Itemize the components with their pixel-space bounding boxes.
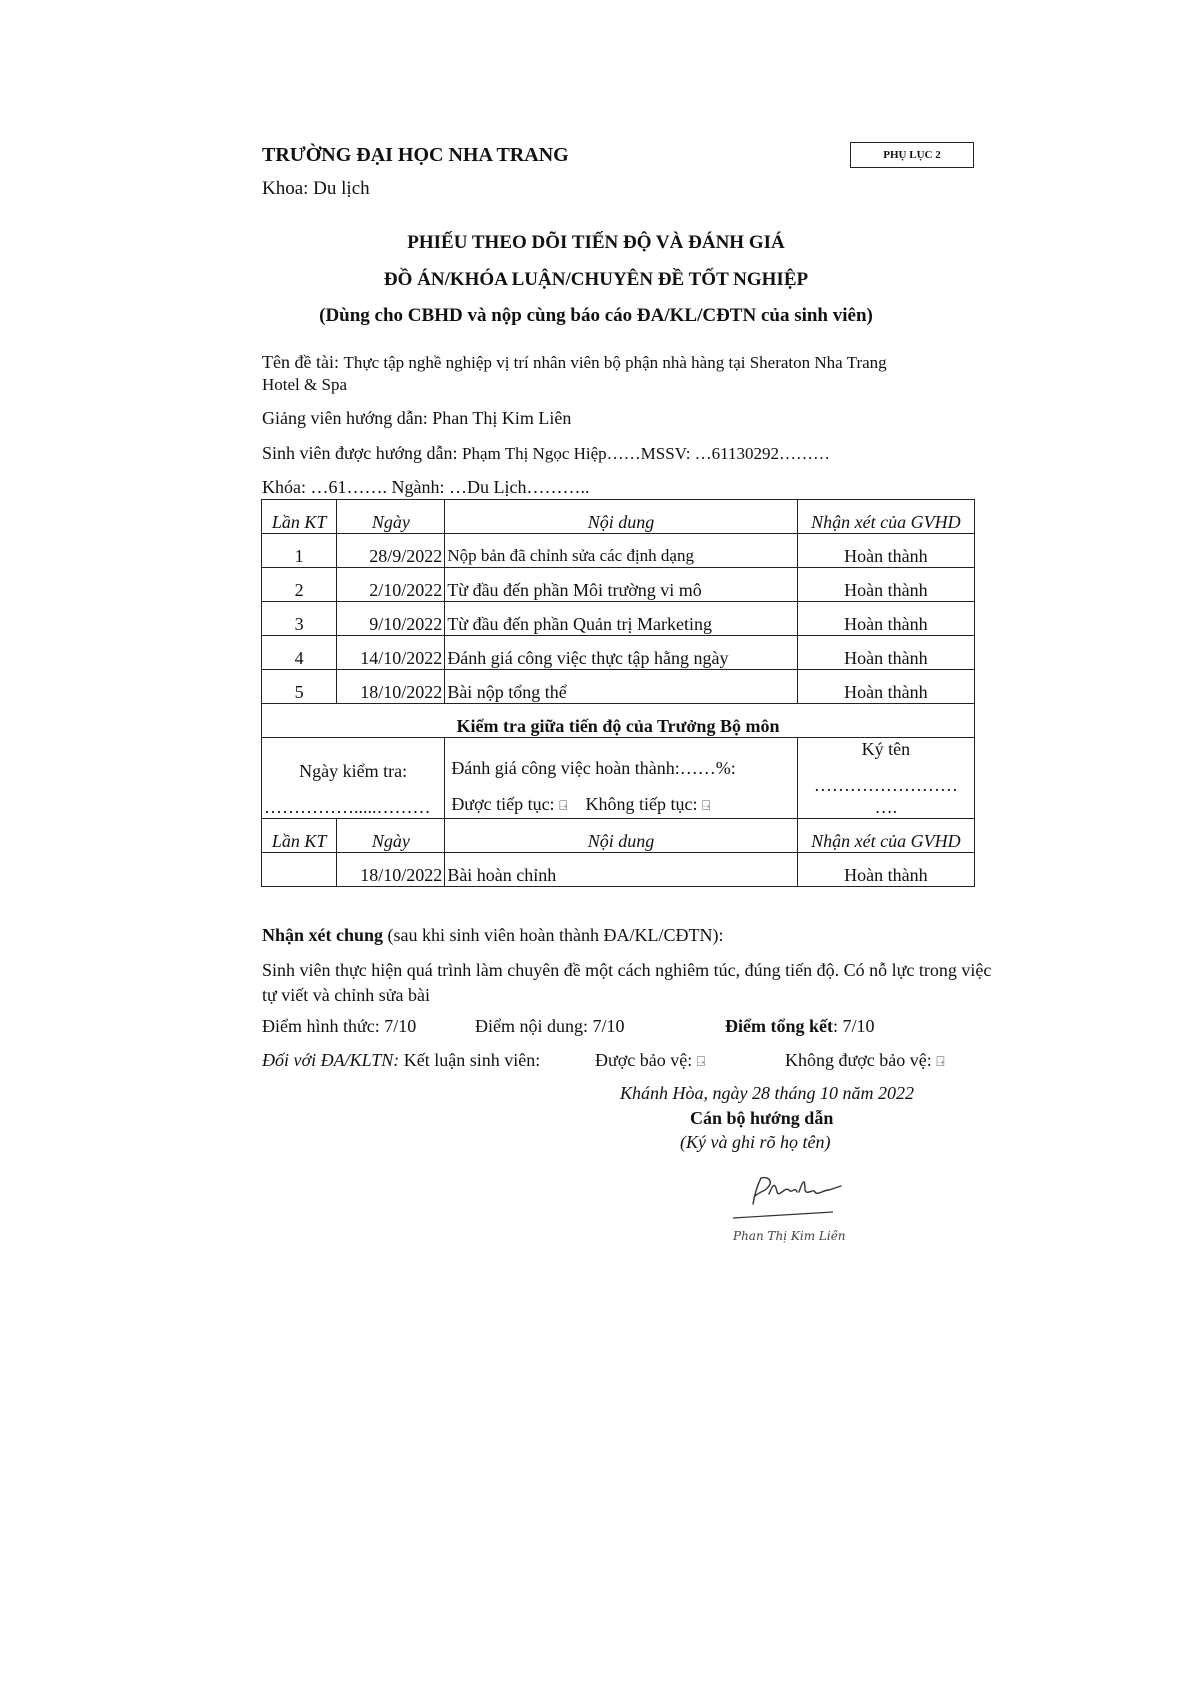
row-comment: Hoàn thành — [797, 602, 974, 636]
general-comment-text: Sinh viên thực hiện quá trình làm chuyên đề một cách nghiêm túc, đúng tiến độ. Có nỗ lực trong việc tự viết và chỉnh sửa bài — [262, 960, 992, 1005]
check-date-dots: …………….....……… — [264, 797, 431, 817]
row-comment: Hoàn thành — [797, 853, 974, 887]
row-content: Bài hoàn chỉnh — [445, 853, 797, 887]
check-date-label: Ngày kiểm tra: — [299, 761, 408, 781]
evaluation-text: Đánh giá công việc hoàn thành:……%: — [451, 758, 736, 778]
form-title-line2: ĐỒ ÁN/KHÓA LUẬN/CHUYÊN ĐỀ TỐT NGHIỆP — [383, 269, 809, 290]
progress-table — [261, 499, 975, 887]
midterm-section-title: Kiểm tra giữa tiến độ của Trưởng Bộ môn — [262, 704, 975, 738]
row-date: 2/10/2022 — [337, 568, 445, 602]
topic-line2: Hotel & Spa — [262, 375, 347, 394]
row-attempt: 3 — [262, 602, 337, 636]
stop-label: Không tiếp tục: — [585, 794, 702, 814]
sign-dots1: …………………… — [813, 775, 958, 795]
table-row — [262, 636, 975, 670]
table-row — [262, 853, 975, 887]
row-attempt: 2 — [262, 568, 337, 602]
header-content: Nội dung — [445, 819, 797, 853]
student-line — [262, 443, 830, 464]
conclusion-text: Kết luận sinh viên: — [399, 1050, 541, 1070]
student-info: Phạm Thị Ngọc Hiệp……MSSV: …61130292……… — [462, 444, 831, 463]
row-content: Từ đầu đến phần Quản trị Marketing — [445, 602, 797, 636]
header-comment: Nhận xét của GVHD — [797, 819, 974, 853]
general-comment-heading — [262, 925, 723, 946]
student-label: Sinh viên được hướng dẫn: — [262, 443, 463, 463]
midterm-section-row — [262, 704, 975, 738]
no-protect-label: Không được bảo vệ: — [785, 1050, 937, 1070]
sign-label: Ký tên — [861, 739, 911, 759]
advisor-signature — [725, 1172, 875, 1252]
general-comment-label: Nhận xét chung — [262, 925, 384, 945]
table-row — [262, 602, 975, 636]
form-title-line3: (Dùng cho CBHD và nộp cùng báo cáo ĐA/KL/CĐTN của sinh viên) — [319, 305, 873, 326]
row-content: Đánh giá công việc thực tập hằng ngày — [445, 636, 797, 670]
continue-label: Được tiếp tục: — [451, 794, 560, 814]
school-name: TRƯỜNG ĐẠI HỌC NHA TRANG — [262, 144, 569, 166]
score-form: Điểm hình thức: 7/10 — [262, 1016, 417, 1036]
row-attempt — [262, 853, 337, 887]
score-total-label: Điểm tổng kết — [725, 1016, 833, 1036]
appendix-label: PHỤ LỤC 2 — [850, 142, 974, 168]
table-row — [262, 568, 975, 602]
row-date: 9/10/2022 — [337, 602, 445, 636]
row-date: 18/10/2022 — [337, 670, 445, 704]
score-content: Điểm nội dung: 7/10 — [475, 1016, 625, 1036]
row-content: Từ đầu đến phần Môi trường vi mô — [445, 568, 797, 602]
header-attempt: Lần KT — [262, 819, 337, 853]
conclusion-label: Đối với ĐA/KLTN: — [262, 1050, 400, 1070]
header-attempt: Lần KT — [262, 500, 337, 534]
sign-cell — [797, 738, 974, 819]
row-date: 14/10/2022 — [337, 636, 445, 670]
row-comment: Hoàn thành — [797, 568, 974, 602]
score-total-value: : 7/10 — [832, 1016, 875, 1036]
table-row — [262, 670, 975, 704]
table-row — [262, 534, 975, 568]
protect-label: Được bảo vệ: — [595, 1050, 697, 1070]
sign-dots2: …. — [874, 797, 898, 817]
row-content: Nộp bản đã chỉnh sửa các định dạng — [445, 534, 797, 568]
header-date: Ngày — [337, 500, 445, 534]
conclusion-line — [262, 1050, 540, 1071]
protect-option — [595, 1050, 705, 1071]
header-date: Ngày — [337, 819, 445, 853]
stop-checkbox[interactable]: ⍈ — [701, 799, 711, 814]
check-date-cell — [262, 738, 445, 819]
advisor-line: Giảng viên hướng dẫn: Phan Thị Kim Liên — [262, 408, 572, 428]
row-attempt: 4 — [262, 636, 337, 670]
table-header-row-2 — [262, 819, 975, 853]
row-attempt: 1 — [262, 534, 337, 568]
score-total — [725, 1016, 875, 1037]
header-content: Nội dung — [445, 500, 797, 534]
handwritten-name: Phan Thị Kim Liên — [733, 1229, 846, 1243]
place-date: Khánh Hòa, ngày 28 tháng 10 năm 2022 — [620, 1083, 914, 1103]
general-comment-note: (sau khi sinh viên hoàn thành ĐA/KL/CĐTN): — [383, 925, 724, 945]
row-comment: Hoàn thành — [797, 534, 974, 568]
topic-label: Tên đề tài: — [262, 352, 344, 372]
faculty-name: Khoa: Du lịch — [262, 178, 370, 199]
topic-text: Thực tập nghề nghiệp vị trí nhân viên bộ phận nhà hàng tại Sheraton Nha Trang — [343, 353, 887, 372]
row-content: Bài nộp tổng thể — [445, 670, 797, 704]
course-line: Khóa: …61……. Ngành: …Du Lịch……….. — [262, 477, 590, 497]
row-comment: Hoàn thành — [797, 636, 974, 670]
continue-checkbox[interactable]: ⍈ — [559, 799, 568, 814]
row-date: 18/10/2022 — [337, 853, 445, 887]
topic-line1 — [262, 352, 887, 373]
no-protect-checkbox[interactable]: ⍈ — [936, 1055, 945, 1070]
sign-note: (Ký và ghi rõ họ tên) — [680, 1132, 831, 1152]
row-date: 28/9/2022 — [337, 534, 445, 568]
midterm-check-row — [262, 738, 975, 819]
no-protect-option — [785, 1050, 945, 1071]
evaluation-cell — [445, 738, 797, 819]
row-attempt: 5 — [262, 670, 337, 704]
advisor-role: Cán bộ hướng dẫn — [690, 1108, 834, 1128]
table-header-row — [262, 500, 975, 534]
form-title-line1: PHIẾU THEO DÕI TIẾN ĐỘ VÀ ĐÁNH GIÁ — [407, 232, 785, 253]
continue-options — [447, 793, 794, 818]
header-comment: Nhận xét của GVHD — [797, 500, 974, 534]
row-comment: Hoàn thành — [797, 670, 974, 704]
protect-checkbox[interactable]: ⍈ — [696, 1055, 706, 1070]
